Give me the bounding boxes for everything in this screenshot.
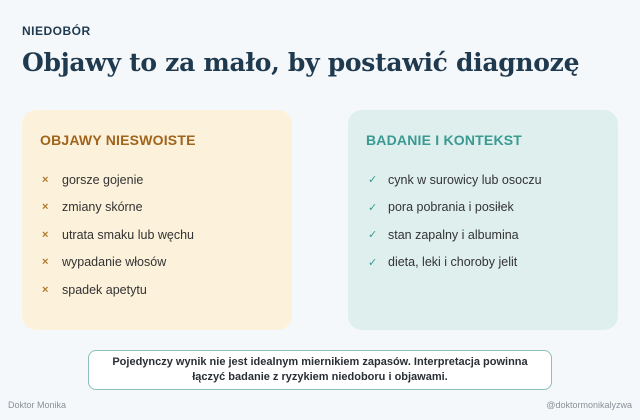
list-item [368, 166, 542, 194]
list-item-label: zmiany skórne [62, 200, 143, 215]
list-item-label: dieta, leki i choroby jelit [388, 255, 518, 270]
list-item [368, 194, 542, 222]
check-icon: ✓ [368, 201, 378, 214]
cross-icon: × [42, 173, 49, 186]
check-icon: ✓ [368, 174, 378, 187]
list-item [368, 221, 542, 249]
author-name: Doktor Monika [8, 400, 67, 410]
note-line-1: Pojedynczy wynik nie jest idealnym miernikiem zapasów. Interpretacja powinna [112, 356, 528, 368]
list-item [368, 249, 542, 277]
list-item-label: pora pobrania i posiłek [388, 200, 514, 215]
list-item [42, 221, 194, 249]
note-line-2: łączyć badanie z ryzykiem niedoboru i objawami. [192, 371, 448, 383]
list-item-label: wypadanie włosów [62, 255, 167, 270]
list-item [42, 249, 194, 277]
nonspecific-symptoms-heading: OBJAWY NIESWOISTE [40, 132, 196, 148]
eyebrow-label: NIEDOBÓR [22, 24, 91, 38]
page-title: Objawy to za mało, by postawić diagnozę [22, 48, 580, 77]
nonspecific-symptoms-card [22, 110, 292, 330]
list-item-label: spadek apetytu [62, 282, 147, 297]
list-item [42, 276, 194, 304]
list-item-label: utrata smaku lub węchu [62, 227, 195, 242]
cross-icon: × [42, 201, 49, 214]
list-item-label: gorsze gojenie [62, 172, 144, 187]
check-icon: ✓ [368, 256, 378, 269]
nonspecific-symptoms-list [42, 166, 194, 304]
list-item-label: cynk w surowicy lub osoczu [388, 172, 542, 187]
cross-icon: × [42, 283, 49, 296]
cross-icon: × [42, 228, 49, 241]
social-handle: @doktormonikalyzwa [546, 400, 632, 410]
testing-context-card [348, 110, 618, 330]
check-icon: ✓ [368, 229, 378, 242]
interpretation-note [88, 350, 552, 390]
testing-context-heading: BADANIE I KONTEKST [366, 132, 523, 148]
testing-context-list [368, 166, 542, 276]
cross-icon: × [42, 256, 49, 269]
list-item [42, 166, 194, 194]
list-item [42, 194, 194, 222]
list-item-label: stan zapalny i albumina [388, 227, 519, 242]
